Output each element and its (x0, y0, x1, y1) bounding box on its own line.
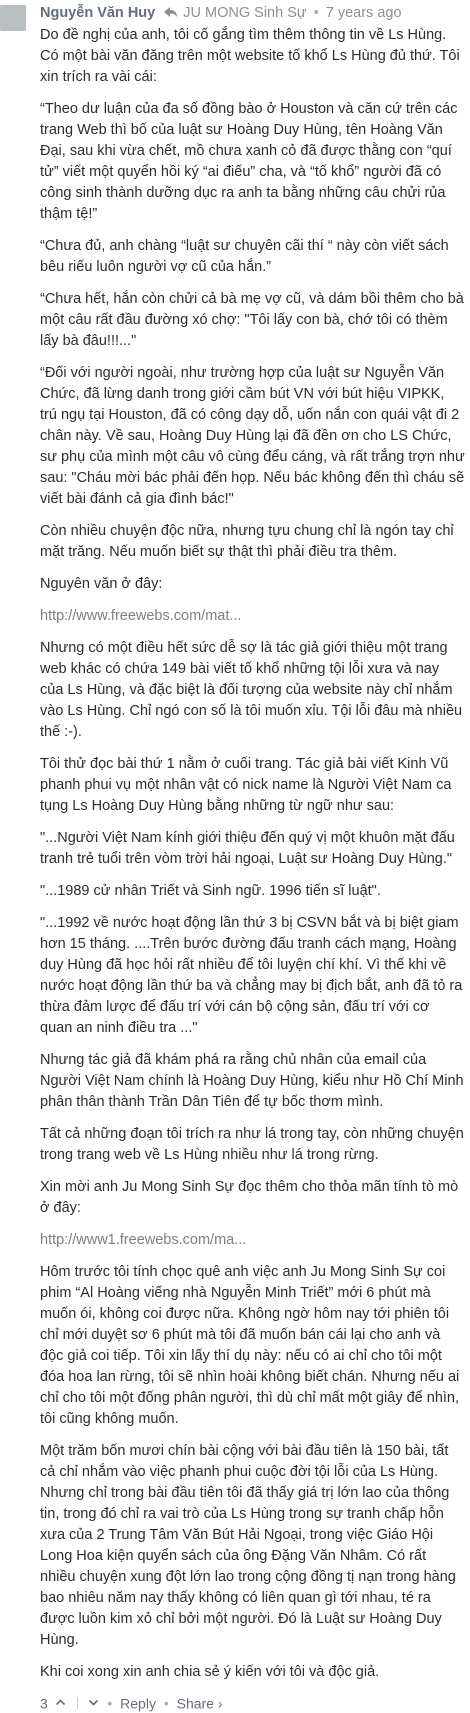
separator-dot: • (313, 5, 319, 21)
comment-paragraph: “Chưa đủ, anh chàng “luật sư chuyên cãi thí “ này còn viết sách bêu riếu luôn người vợ cũ của hắn.” (40, 238, 449, 275)
comment-paragraph: Hôm trước tôi tính chọc quê anh việc anh Ju Mong Sinh Sự coi phim “Al Hoàng viếng nhà Nguyễn Minh Triết” mới 6 phút mà muốn ói, không coi được nữa. Không ngờ hôm nay tới phiên tôi chỉ mới duyệt sơ 6 phút mà tôi đã muốn bán cái lại cho anh và độc giả coi tiếp. Tôi xin lấy thí dụ này: nếu có ai chỉ cho tôi một đóa hoa lan rừng, tôi sẽ nhìn hoài không biết chán. Nhưng nếu ai chỉ cho tôi một đống phân người, thì dù chỉ mất một giây để nhìn, tôi cũng không muốn. (40, 1264, 460, 1427)
comment-paragraph: “Đối với người ngoài, như trường hợp của luật sư Nguyễn Văn Chức, đã lừng danh trong giới cầm bút VN với bút hiệu VIPKK, trú ngụ tại Houston, đã có công dạy dỗ, uốn nắn con quái vật đi 2 chân này. Về sau, Hoàng Duy Hùng lại đã đền ơn cho LS Chức, sư phụ của mình một câu vô cùng đểu cáng, và rất trắng trợn như sau: "Cháu mời bác phải đến họp. Nếu bác không đến thì cháu sẽ viết bài đánh cả gia đình bác!" (40, 365, 465, 507)
footer-dot: • (107, 1695, 113, 1712)
comment-paragraph: "...Người Việt Nam kính giới thiệu đến quý vị một khuôn mặt đấu tranh trẻ tuổi trên vòm trời hải ngoại, Luật sư Hoàng Duy Hùng." (40, 830, 455, 867)
comment-link[interactable]: http://www1.freewebs.com/ma... (40, 1232, 247, 1248)
comment (40, 0, 465, 1712)
chevron-up-icon[interactable] (55, 1697, 66, 1708)
comment-link[interactable]: http://www.freewebs.com/mat... (40, 608, 242, 624)
comment-paragraph: Do đề nghị của anh, tôi cố gắng tìm thêm thông tin về Ls Hùng. Có một bài văn đăng trên một website tố khổ Ls Hùng đủ thứ. Tôi xin trích ra vài cái: (40, 27, 460, 85)
reply-arrow-icon (163, 6, 178, 18)
comment-body (40, 25, 465, 1683)
comment-paragraph: Tất cả những đoạn tôi trích ra như lá trong tay, còn những chuyện trong trang web về Ls Hùng nhiều như lá trong rừng. (40, 1126, 464, 1163)
comment-paragraph: Tôi thử đọc bài thứ 1 nằm ở cuối trang. Tác giả bài viết Kinh Vũ phanh phui vụ một nhân vật có nick name là Người Việt Nam ca tụng Ls Hoàng Duy Hùng bằng những từ ngữ như sau: (40, 756, 452, 814)
comment-paragraph: “Theo dư luận của đa số đồng bào ở Houston và căn cứ trên các trang Web thì bố của luật sư Hoàng Duy Hùng, tên Hoàng Văn Đại, sau khi vừa chết, mồ chưa xanh cỏ đã được thằng con “quí tử” viết một quyển hồi ký “ai điếu” cha, và “tố khổ” người đã có công sinh thành dưỡng dục ra anh ta bằng những câu chửi rủa thậm tệ!” (40, 101, 458, 222)
author-name[interactable]: Nguyễn Văn Huy (40, 5, 156, 21)
vote-divider (77, 1697, 78, 1709)
comment-paragraph: Xin mời anh Ju Mong Sinh Sự đọc thêm cho thỏa mãn tính tò mò ở đây: (40, 1179, 459, 1216)
avatar[interactable] (0, 5, 26, 31)
chevron-down-icon[interactable] (88, 1697, 99, 1708)
share-button[interactable]: Share › (176, 1695, 223, 1712)
comment-paragraph: Nhưng tác giả đã khám phá ra rằng chủ nhân của email của Người Việt Nam chính là Hoàng Duy Hùng, kiểu như Hồ Chí Minh phân thân thành Trần Dân Tiên để tự bốc thơm mình. (40, 1052, 464, 1110)
comment-paragraph: "...1992 về nước hoạt động lần thứ 3 bị CSVN bắt và bị biệt giam hơn 15 tháng. ....Trên bước đường đấu tranh cách mạng, Hoàng duy Hùng đã học hỏi rất nhiều để tôi luyện chí khí. Vì thế khi về nước hoạt động lần thứ ba và chẳng may bị địch bắt, anh đã tỏ ra thừa đảm lược để đấu trí với cán bộ cộng sản, đấu trí với cơ quan an ninh điều tra ..." (40, 915, 463, 1036)
comment-paragraph: Một trăm bốn mươi chín bài cộng với bài đầu tiên là 150 bài, tất cả chỉ nhắm vào việc phanh phui cuộc đời tội lỗi của Ls Hùng. Nhưng chỉ trong bài đầu tiên tôi đã thấy giá trị lớn lao của thông tin, trong đó chỉ ra vai trò của Ls Hùng trong sự tranh chấp hỗn xưa của 2 Trung Tâm Văn Bút Hải Ngoại, trong việc Giáo Hội Long Hoa kiện quyển sách của ông Đặng Văn Nhâm. Có rất nhiều chuyện xung đột lớn lao trong cộng đồng tị nạn trong hàng bao nhiêu năm nay thấy không có liên quan gì tới nhau, té ra được luồn kim xỏ chỉ bởi một người. Đó là Luật sư Hoàng Duy Hùng. (40, 1443, 456, 1648)
comment-paragraph: "...1989 cử nhân Triết và Sinh ngữ. 1996 tiến sĩ luật". (40, 883, 381, 899)
footer-dot: • (163, 1695, 169, 1712)
comment-paragraph: Nguyên văn ở đây: (40, 576, 163, 592)
reply-target[interactable]: JU MONG Sinh Sự (183, 5, 307, 21)
comment-paragraph: “Chưa hết, hắn còn chửi cả bà mẹ vợ cũ, và dám bồi thêm cho bà một câu rất đầu đường xó chợ: "Tôi lấy con bà, chớ tôi có thèm lấy bà đâu!!!..." (40, 291, 464, 349)
reply-button[interactable]: Reply (120, 1695, 156, 1712)
vote-count: 3 (40, 1695, 48, 1712)
timestamp[interactable]: 7 years ago (325, 5, 402, 21)
comment-paragraph: Nhưng có một điều hết sức dễ sợ là tác giả giới thiệu một trang web khác có chứa 149 bài viết tố khổ những tội lỗi xưa và nay của Ls Hùng, và đặc biệt là đối tượng của website này chỉ nhắm vào Ls Hùng. Chỉ ngó con số là tôi muốn xỉu. Tội lỗi đâu mà nhiều thế :-). (40, 640, 463, 740)
comment-header (40, 1, 465, 25)
comment-paragraph: Còn nhiều chuyện độc nữa, nhưng tựu chung chỉ là ngón tay chỉ mặt trăng. Nếu muốn biết sự thật thì phải điều tra thêm. (40, 523, 454, 560)
comment-footer (40, 1692, 465, 1712)
comment-paragraph: Khi coi xong xin anh chia sẻ ý kiến với tôi và độc giả. (40, 1664, 380, 1680)
